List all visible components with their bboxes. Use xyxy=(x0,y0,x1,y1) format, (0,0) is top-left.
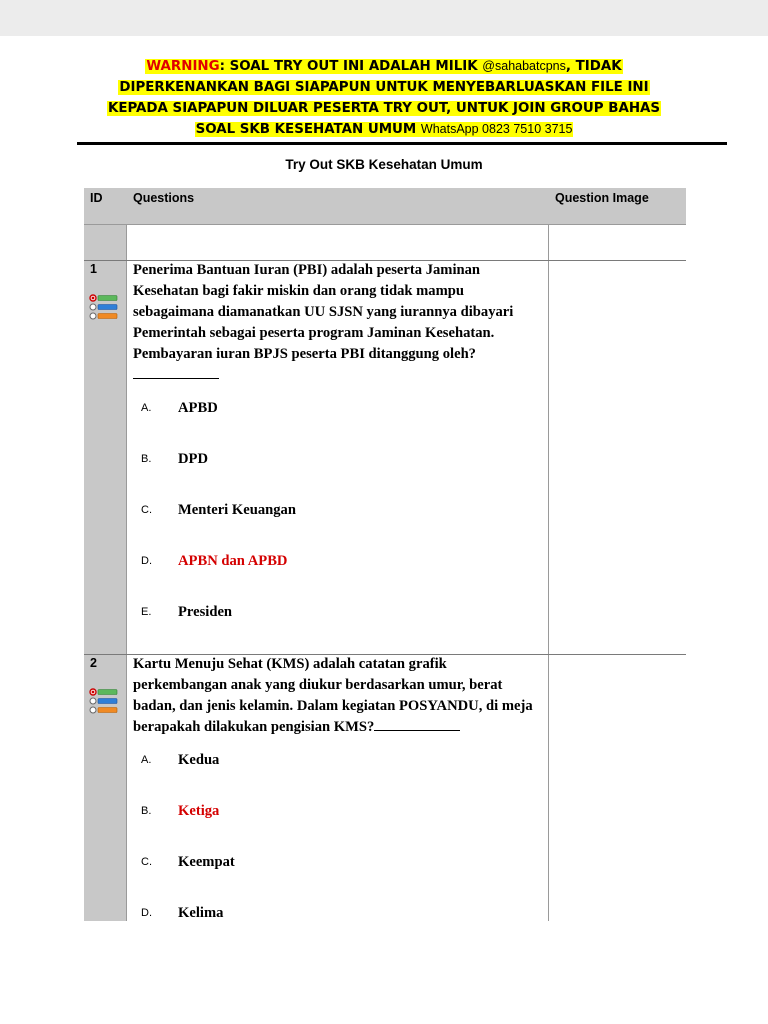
question-text: Kartu Menuju Sehat (KMS) adalah catatan grafik perkembangan anak yang diukur berdasarkan umur, berat badan, dan jenis kelamin. Dalam kegiatan POSYANDU, di meja berapakah dilakukan pengisian KMS? xyxy=(133,656,533,735)
header-question-image: Question Image xyxy=(555,191,649,205)
warning-line1: : SOAL TRY OUT INI ADALAH MILIK xyxy=(219,59,483,74)
header-id: ID xyxy=(90,191,103,205)
warning-whatsapp: WhatsApp 0823 7510 3715 xyxy=(420,122,573,136)
multiple-choice-icon xyxy=(89,294,119,322)
question-table: ID Questions Question Image 1 Penerima Bantuan Iuran (PBI) adalah peserta Jaminan Kesehatan bagi fakir miskin dan orang tidak mampu sebagaimana diamanatkan UU SJSN yang iurannya dibayari Pemerintah sebagai peserta program Jaminan Kesehatan. Pembayaran iuran BPJS peserta PBI ditanggung oleh? A. APBD B. DPD C. Menteri Keuangan D. APBN dan APBD E. Presiden 2 Kartu Menuju Sehat (KMS) adalah catatan grafik perkembangan anak yang diukur berdasarkan umur, berat badan, dan jenis kelamin. Dalam kegiatan POSYANDU, di meja berapakah dilakukan pengisian KMS? A. Kedua B. Ketiga C. Keempat D. Kelima xyxy=(84,188,686,921)
horizontal-rule xyxy=(77,142,727,145)
warning-line4: SOAL SKB KESEHATAN UMUM xyxy=(195,122,417,137)
warning-banner xyxy=(70,56,698,140)
header-questions: Questions xyxy=(133,191,195,205)
question-id: 1 xyxy=(90,262,97,276)
image-column-divider xyxy=(548,188,549,921)
question-id: 2 xyxy=(90,656,97,670)
warning-line3: KEPADA SIAPAPUN DILUAR PESERTA TRY OUT, UNTUK JOIN GROUP BAHAS xyxy=(107,101,661,116)
answer-blank xyxy=(133,367,219,379)
question-text: Penerima Bantuan Iuran (PBI) adalah peserta Jaminan Kesehatan bagi fakir miskin dan orang tidak mampu sebagaimana diamanatkan UU SJSN yang iurannya dibayari Pemerintah sebagai peserta program Jaminan Kesehatan. Pembayaran iuran BPJS peserta PBI ditanggung oleh? xyxy=(133,260,543,386)
warning-label: WARNING xyxy=(146,59,220,74)
warning-line1-end: , TIDAK xyxy=(565,59,622,74)
answer-blank xyxy=(374,719,460,731)
warning-line2: DIPERKENANKAN BAGI SIAPAPUN UNTUK MENYEBARLUASKAN FILE INI xyxy=(119,80,649,95)
table-header xyxy=(84,188,686,225)
document-title: Try Out SKB Kesehatan Umum xyxy=(285,157,483,172)
warning-handle: @sahabatcpns xyxy=(482,59,566,73)
multiple-choice-icon xyxy=(89,688,119,716)
